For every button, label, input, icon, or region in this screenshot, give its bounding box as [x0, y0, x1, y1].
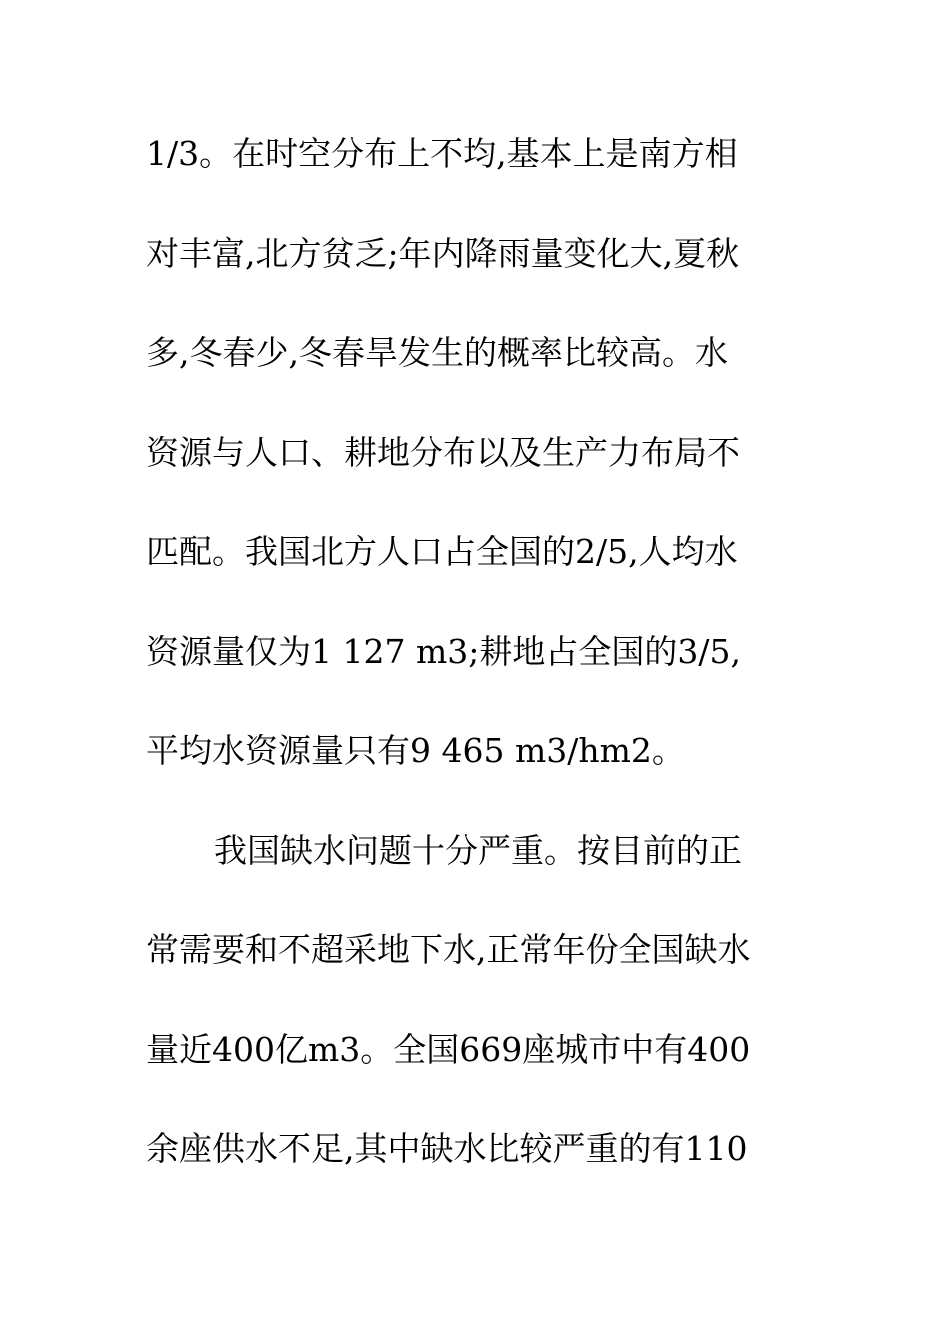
text-line: 资源与人口、耕地分布以及生产力布局不 — [146, 432, 740, 472]
paragraph-start-line: 我国缺水问题十分严重。按目前的正 — [214, 830, 742, 870]
body-text — [146, 125, 826, 1220]
text-line: 1/3。在时空分布上不均,基本上是南方相 — [146, 134, 738, 173]
text-line: 多,冬春少,冬春旱发生的概率比较高。水 — [146, 333, 728, 372]
text-line: 资源量仅为1 127 m3;耕地占全国的3/5, — [146, 631, 741, 671]
text-line: 余座供水不足,其中缺水比较严重的有110 — [146, 1129, 748, 1168]
text-line: 量近400亿m3。全国669座城市中有400 — [146, 1029, 751, 1069]
text-line: 匹配。我国北方人口占全国的2/5,人均水 — [146, 532, 738, 571]
text-line: 平均水资源量只有9 465 m3/hm2。 — [146, 731, 685, 770]
text-line: 对丰富,北方贫乏;年内降雨量变化大,夏秋 — [146, 233, 740, 273]
text-line: 常需要和不超采地下水,正常年份全国缺水 — [146, 930, 751, 969]
